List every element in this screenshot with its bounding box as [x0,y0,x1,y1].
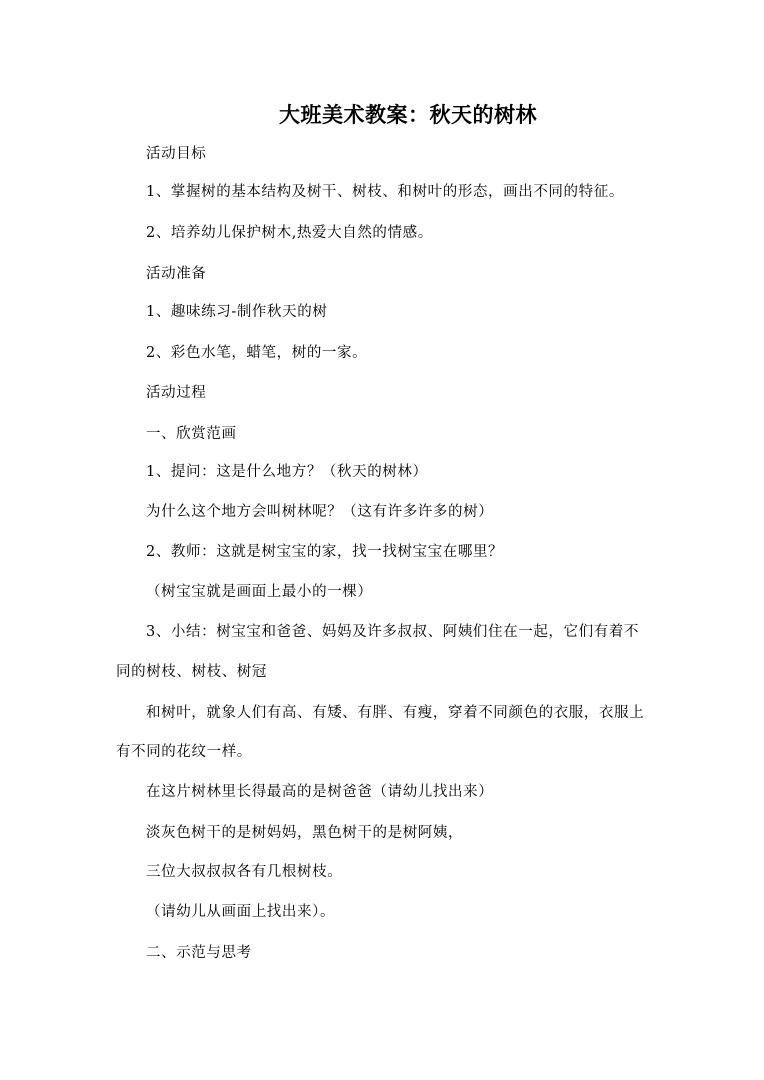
paragraph: 2、彩色水笔，蜡笔，树的一家。 [146,345,368,361]
paragraph: （树宝宝就是画面上最小的一棵） [146,584,373,600]
section-heading-goals: 活动目标 [146,146,207,162]
paragraph: 和树叶，就象人们有高、有矮、有胖、有瘦，穿着不同颜色的衣服，衣服上 [146,705,645,721]
paragraph: 3、小结：树宝宝和爸爸、妈妈及许多叔叔、阿姨们住在一起，它们有着不 [146,624,640,640]
section-heading-preparation: 活动准备 [146,266,207,282]
paragraph-continuation: 有不同的花纹一样。 [116,744,252,760]
subsection-heading: 一、欣赏范画 [146,426,237,442]
paragraph: 2、教师：这就是树宝宝的家，找一找树宝宝在哪里？ [146,544,504,560]
paragraph: 1、掌握树的基本结构及树干、树枝、和树叶的形态，画出不同的特征。 [146,184,624,200]
paragraph: 1、趣味练习-制作秋天的树 [146,304,328,320]
subsection-heading: 二、示范与思考 [146,945,252,961]
paragraph: 2、培养幼儿保护树木,热爱大自然的情感。 [146,225,433,241]
paragraph: （请幼儿从画面上找出来）。 [146,904,336,920]
paragraph: 1、提问：这是什么地方？（秋天的树林） [146,464,428,480]
paragraph: 淡灰色树干的是树妈妈，黑色树干的是树阿姨， [146,825,464,841]
document-title: 大班美术教案：秋天的树林 [279,102,537,127]
paragraph: 在这片树林里长得最高的是树爸爸（请幼儿找出来） [146,784,494,800]
paragraph: 三位大叔叔叔各有几根树枝。 [146,864,343,880]
paragraph-continuation: 同的树枝、树枝、树冠 [116,664,267,680]
paragraph: 为什么这个地方会叫树林呢？（这有许多许多的树） [146,504,494,520]
section-heading-process: 活动过程 [146,385,207,401]
